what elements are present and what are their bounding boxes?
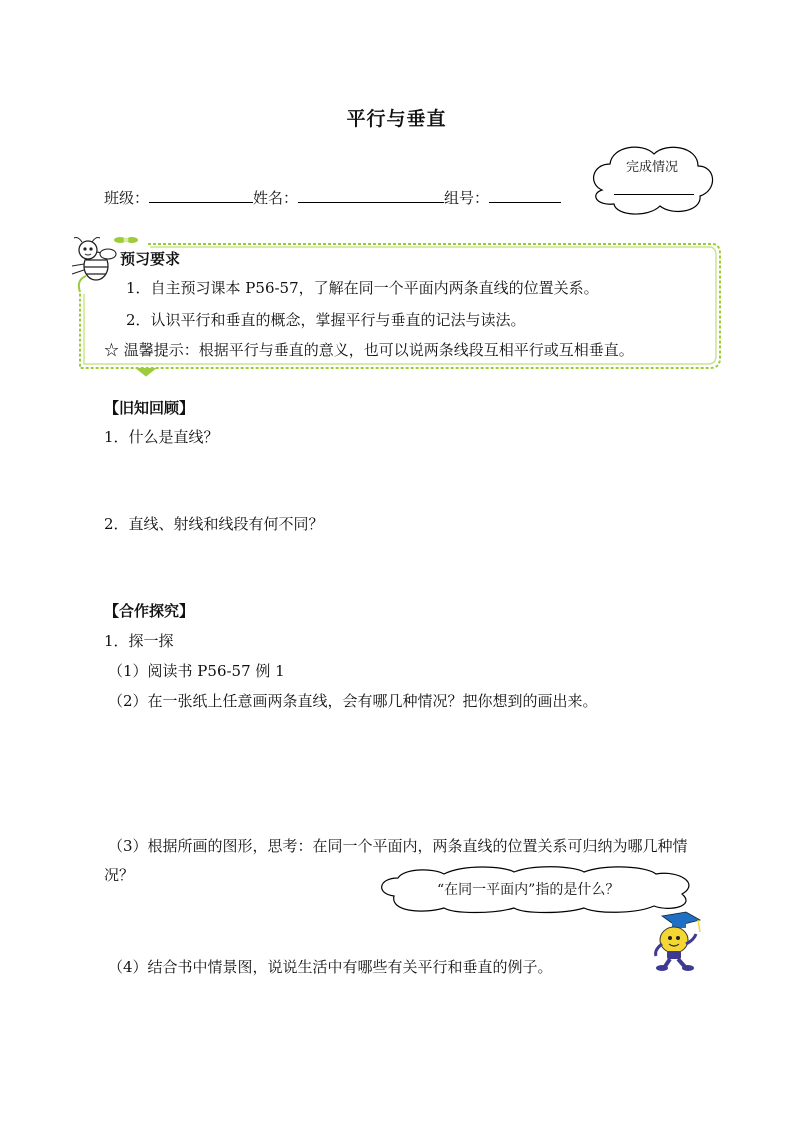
page-title: 平行与垂直 [346,108,447,130]
class-field[interactable] [149,188,253,203]
preview-heading: 预习要求 [120,250,181,268]
review-heading: 【旧知回顾】 [104,399,195,417]
explore-subitem: （2）在一张纸上任意画两条直线，会有哪几种情况？把你想到的画出来。 [108,692,598,710]
name-field[interactable] [298,188,444,203]
review-question: 2．直线、射线和线段有何不同？ [104,515,324,533]
group-label: 组号： [444,189,490,207]
explore-item: 1．探一探 [104,632,174,650]
explore-subitem: （4）结合书中情景图，说说生活中有哪些有关平行和垂直的例子。 [108,958,553,976]
preview-item: 1．自主预习课本 P56-57，了解在同一个平面内两条直线的位置关系。 [126,279,599,297]
explore-heading: 【合作探究】 [104,602,195,620]
group-field[interactable] [489,188,561,203]
class-label: 班级： [104,189,150,207]
bee-mascot-icon [68,236,118,288]
review-question: 1．什么是直线？ [104,428,219,446]
preview-tip: ☆ 温馨提示：根据平行与垂直的意义，也可以说两条线段互相平行或互相垂直。 [104,341,634,359]
explore-subitem: （1）阅读书 P56-57 例 1 [108,662,285,680]
completion-label: 完成情况 [626,160,679,175]
explore-subitem: （3）根据所画的图形，思考：在同一个平面内，两条直线的位置关系可归纳为哪几种情 [108,837,688,855]
thought-question: “在同一平面内”指的是什么？ [437,882,620,898]
completion-cloud [588,140,720,220]
name-label: 姓名： [253,189,299,207]
lightbulb-mascot-icon [640,910,706,972]
preview-item: 2．认识平行和垂直的概念，掌握平行与垂直的记法与读法。 [126,311,526,329]
explore-subitem-continued: 况？ [104,866,135,884]
completion-answer-line[interactable] [614,194,694,195]
student-info-row [104,187,561,208]
